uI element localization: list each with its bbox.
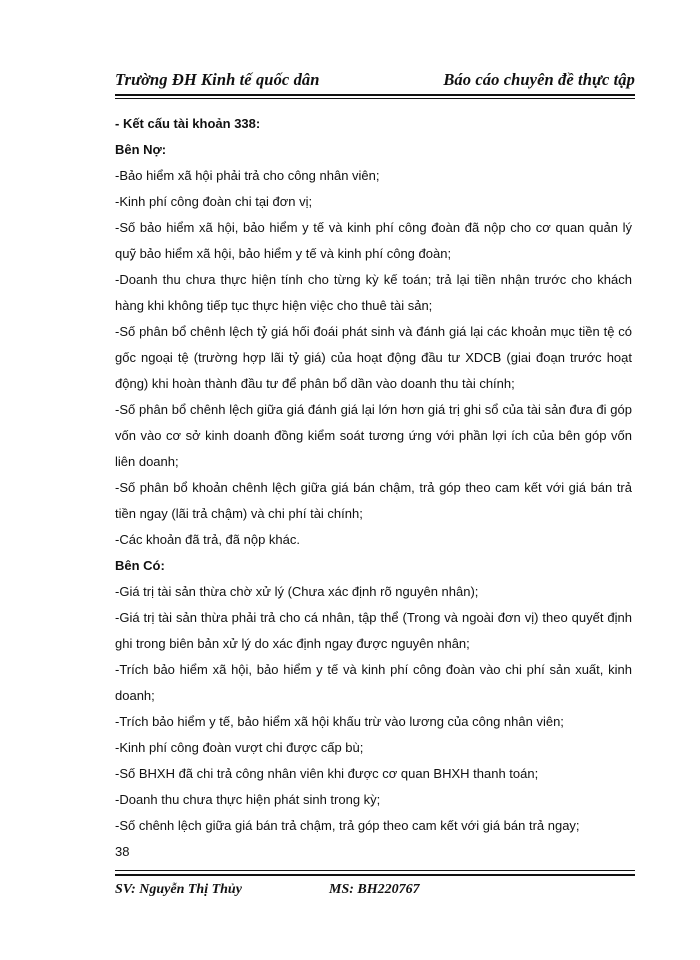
credit-item: -Doanh thu chưa thực hiện phát sinh trong kỳ; [115, 792, 381, 807]
credit-item: -Trích bảo hiểm xã hội, bảo hiểm y tế và kinh phí công đoàn vào chi phí sản xuất, kinh doanh; [115, 662, 632, 703]
header-rule-thick [115, 94, 635, 96]
debit-item: -Số phân bổ chênh lệch tỷ giá hối đoái phát sinh và đánh giá lại các khoản mục tiền tệ có gốc ngoại tệ (trường hợp lãi tỷ giá) của hoạt động đầu tư XDCB (giai đoạn trước hoạt động) khi hoàn thành đầu tư để phân bổ dần vào doanh thu tài chính; [115, 324, 632, 391]
footer-student-code: MS: BH220767 [329, 882, 420, 897]
debit-item: -Số bảo hiểm xã hội, bảo hiểm y tế và kinh phí công đoàn đã nộp cho cơ quan quản lý quỹ bảo hiểm xã hội, bảo hiểm y tế và kinh phí công đoàn; [115, 220, 632, 261]
footer-rule-thick [115, 874, 635, 876]
debit-heading: Bên Nợ: [115, 142, 167, 157]
header-rule-thin [115, 98, 635, 99]
debit-item: -Số phân bổ khoản chênh lệch giữa giá bán chậm, trả góp theo cam kết với giá bán trả tiền ngay (lãi trả chậm) và chi phí tài chính; [115, 480, 632, 521]
header-university: Trường ĐH Kinh tế quốc dân [115, 70, 320, 89]
debit-item: -Kinh phí công đoàn chi tại đơn vị; [115, 194, 313, 209]
section-title: - Kết cấu tài khoản 338: [115, 116, 261, 131]
page-number: 38 [115, 844, 130, 859]
debit-item: -Số phân bổ chênh lệch giữa giá đánh giá lại lớn hơn giá trị ghi sổ của tài sản đưa đi góp vốn vào cơ sở kinh doanh đồng kiểm soát tương ứng với phần lợi ích của bên góp vốn liên doanh; [115, 402, 632, 469]
credit-item: -Giá trị tài sản thừa phải trả cho cá nhân, tập thể (Trong và ngoài đơn vị) theo quyết định ghi trong biên bản xử lý do xác định ngay được nguyên nhân; [115, 610, 632, 651]
page-header [115, 70, 635, 94]
debit-item: -Doanh thu chưa thực hiện tính cho từng kỳ kế toán; trả lại tiền nhận trước cho khách hàng khi không tiếp tục thực hiện việc cho thuê tài sản; [115, 272, 632, 313]
credit-item: -Giá trị tài sản thừa chờ xử lý (Chưa xác định rõ nguyên nhân); [115, 584, 479, 599]
credit-item: -Số chênh lệch giữa giá bán trả chậm, trả góp theo cam kết với giá bán trả ngay; [115, 818, 580, 833]
credit-item: -Kinh phí công đoàn vượt chi được cấp bù; [115, 740, 364, 755]
footer-rule-thin [115, 870, 635, 871]
header-report-title: Báo cáo chuyên đề thực tập [443, 70, 635, 89]
credit-item: -Trích bảo hiểm y tế, bảo hiểm xã hội khấu trừ vào lương của công nhân viên; [115, 714, 564, 729]
credit-heading: Bên Có: [115, 558, 165, 573]
credit-item: -Số BHXH đã chi trả công nhân viên khi được cơ quan BHXH thanh toán; [115, 766, 539, 781]
footer-student-name: SV: Nguyễn Thị Thủy [115, 882, 242, 897]
page-footer [115, 882, 635, 902]
debit-item: -Bảo hiểm xã hội phải trả cho công nhân viên; [115, 168, 380, 183]
debit-item: -Các khoản đã trả, đã nộp khác. [115, 532, 301, 547]
document-body [115, 111, 632, 865]
